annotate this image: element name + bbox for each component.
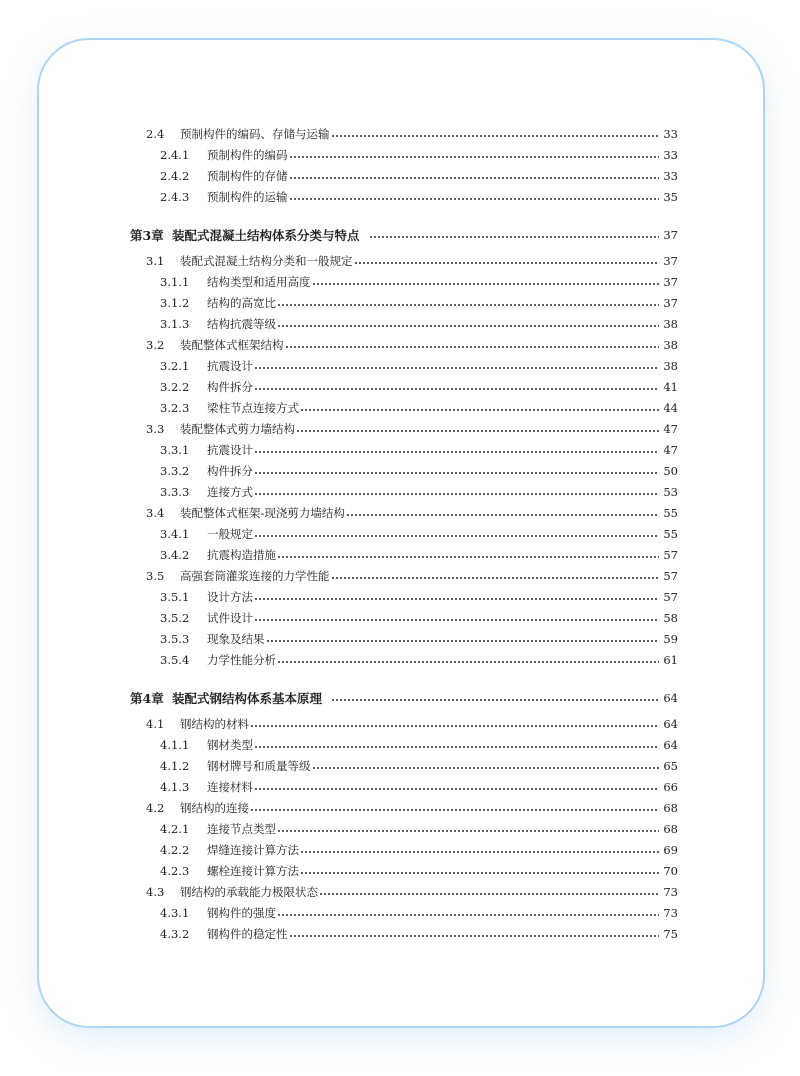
entry-title: 预制构件的存储 (207, 168, 288, 183)
toc-entry[interactable] (160, 649, 678, 670)
toc-entry[interactable] (160, 523, 678, 544)
dot-leader (300, 860, 659, 881)
entry-number: 3.4.2 (160, 547, 190, 562)
dot-leader (289, 186, 660, 207)
entry-page-number: 58 (663, 610, 678, 625)
entry-title: 现象及结果 (207, 631, 265, 646)
entry-title: 构件拆分 (207, 379, 253, 394)
entry-title: 装配式钢结构体系基本原理 (172, 690, 323, 706)
entry-number: 2.4.1 (160, 147, 190, 162)
entry-page-number: 64 (663, 716, 678, 731)
entry-page-number: 65 (663, 758, 678, 773)
toc-entry[interactable] (160, 734, 678, 755)
entry-title: 力学性能分析 (207, 652, 276, 667)
entry-title: 连接节点类型 (207, 821, 276, 836)
entry-page-number: 66 (663, 779, 678, 794)
entry-number: 3.1.1 (160, 274, 190, 289)
entry-title: 结构的高宽比 (207, 295, 276, 310)
toc-entry[interactable] (160, 292, 678, 313)
dot-leader (289, 923, 660, 944)
entry-page-number: 38 (663, 358, 678, 373)
toc-entry[interactable] (146, 418, 678, 439)
toc-entry[interactable] (146, 123, 678, 144)
toc-entry[interactable] (146, 334, 678, 355)
toc-entry[interactable] (160, 397, 678, 418)
dot-leader (319, 881, 659, 902)
entry-page-number: 73 (663, 884, 678, 899)
toc-entry[interactable] (160, 355, 678, 376)
entry-number: 4.2.2 (160, 842, 190, 857)
entry-title: 梁柱节点连接方式 (207, 400, 299, 415)
toc-chapter-entry[interactable] (130, 224, 678, 245)
toc-entry[interactable] (146, 565, 678, 586)
entry-number: 4.1.3 (160, 779, 190, 794)
toc-entry[interactable] (160, 144, 678, 165)
entry-title: 预制构件的运输 (207, 189, 288, 204)
entry-title: 焊缝连接计算方法 (207, 842, 299, 857)
entry-number: 3.2 (146, 337, 165, 352)
entry-page-number: 61 (663, 652, 678, 667)
entry-title: 构件拆分 (207, 463, 253, 478)
entry-number: 4.3 (146, 884, 165, 899)
entry-number: 4.2.1 (160, 821, 190, 836)
entry-title: 连接材料 (207, 779, 253, 794)
toc-entry[interactable] (160, 923, 678, 944)
entry-title: 钢构件的稳定性 (207, 926, 288, 941)
dot-leader (277, 818, 659, 839)
entry-page-number: 37 (663, 253, 678, 268)
entry-number: 3.5.2 (160, 610, 190, 625)
entry-title: 装配整体式框架-现浇剪力墙结构 (180, 505, 345, 520)
entry-page-number: 55 (663, 526, 678, 541)
entry-page-number: 50 (663, 463, 678, 478)
entry-page-number: 33 (663, 168, 678, 183)
toc-entry[interactable] (160, 776, 678, 797)
entry-page-number: 37 (663, 295, 678, 310)
entry-title: 钢材牌号和质量等级 (207, 758, 311, 773)
entry-number: 2.4.3 (160, 189, 190, 204)
dot-leader (289, 165, 660, 186)
entry-title: 钢结构的承载能力极限状态 (180, 884, 318, 899)
entry-page-number: 35 (663, 189, 678, 204)
entry-title: 钢材类型 (207, 737, 253, 752)
entry-title: 螺栓连接计算方法 (207, 863, 299, 878)
entry-number: 3.5 (146, 568, 165, 583)
entry-page-number: 68 (663, 821, 678, 836)
toc-entry[interactable] (160, 313, 678, 334)
entry-number: 3.5.1 (160, 589, 190, 604)
entry-page-number: 64 (663, 690, 678, 705)
entry-title: 试件设计 (207, 610, 253, 625)
dot-leader (277, 313, 659, 334)
dot-leader (354, 250, 660, 271)
entry-page-number: 38 (663, 316, 678, 331)
toc-entry[interactable] (160, 607, 678, 628)
dot-leader (331, 687, 659, 708)
dot-leader (254, 776, 659, 797)
entry-title: 装配整体式剪力墙结构 (180, 421, 295, 436)
entry-number: 4.3.2 (160, 926, 190, 941)
dot-leader (369, 224, 660, 245)
dot-leader (250, 797, 659, 818)
entry-page-number: 37 (663, 274, 678, 289)
entry-page-number: 59 (663, 631, 678, 646)
entry-title: 结构抗震等级 (207, 316, 276, 331)
entry-title: 结构类型和适用高度 (207, 274, 311, 289)
entry-page-number: 64 (663, 737, 678, 752)
dot-leader (285, 334, 660, 355)
entry-number: 4.2 (146, 800, 165, 815)
entry-number: 4.3.1 (160, 905, 190, 920)
toc-entry[interactable] (160, 439, 678, 460)
entry-page-number: 69 (663, 842, 678, 857)
toc-entry[interactable] (160, 376, 678, 397)
entry-title: 钢结构的材料 (180, 716, 249, 731)
entry-page-number: 70 (663, 863, 678, 878)
entry-number: 3.2.2 (160, 379, 190, 394)
entry-title: 连接方式 (207, 484, 253, 499)
toc-entry[interactable] (160, 586, 678, 607)
entry-page-number: 33 (663, 126, 678, 141)
toc-chapter-entry[interactable] (130, 687, 678, 708)
entry-number: 3.3.1 (160, 442, 190, 457)
toc-entry[interactable] (160, 902, 678, 923)
entry-number: 3.2.3 (160, 400, 190, 415)
entry-title: 装配式混凝土结构分类和一般规定 (180, 253, 353, 268)
toc-entry[interactable] (146, 502, 678, 523)
dot-leader (254, 355, 659, 376)
entry-number: 第3章 (130, 227, 164, 243)
dot-leader (277, 902, 659, 923)
entry-number: 4.1.2 (160, 758, 190, 773)
entry-number: 3.3.2 (160, 463, 190, 478)
dot-leader (254, 607, 659, 628)
toc-entry[interactable] (160, 271, 678, 292)
toc-entry[interactable] (146, 881, 678, 902)
dot-leader (296, 418, 659, 439)
entry-number: 4.2.3 (160, 863, 190, 878)
entry-number: 3.4 (146, 505, 165, 520)
dot-leader (300, 397, 659, 418)
entry-page-number: 53 (663, 484, 678, 499)
dot-leader (277, 544, 659, 565)
dot-leader (254, 460, 659, 481)
dot-leader (254, 523, 659, 544)
dot-leader (300, 839, 659, 860)
entry-page-number: 47 (663, 421, 678, 436)
toc-entry[interactable] (160, 544, 678, 565)
entry-number: 3.5.4 (160, 652, 190, 667)
dot-leader (331, 123, 660, 144)
toc-entry[interactable] (160, 628, 678, 649)
entry-number: 4.1.1 (160, 737, 190, 752)
toc-entry[interactable] (160, 165, 678, 186)
entry-title: 抗震构造措施 (207, 547, 276, 562)
entry-page-number: 38 (663, 337, 678, 352)
entry-page-number: 33 (663, 147, 678, 162)
entry-title: 设计方法 (207, 589, 253, 604)
entry-title: 预制构件的编码、存储与运输 (180, 126, 330, 141)
toc-entry[interactable] (160, 460, 678, 481)
dot-leader (254, 481, 659, 502)
dot-leader (312, 271, 660, 292)
dot-leader (254, 734, 659, 755)
entry-title: 装配整体式框架结构 (180, 337, 284, 352)
entry-number: 2.4.2 (160, 168, 190, 183)
dot-leader (254, 376, 659, 397)
entry-number: 3.3 (146, 421, 165, 436)
entry-number: 3.4.1 (160, 526, 190, 541)
entry-number: 2.4 (146, 126, 165, 141)
entry-title: 钢构件的强度 (207, 905, 276, 920)
entry-number: 3.5.3 (160, 631, 190, 646)
dot-leader (312, 755, 660, 776)
entry-page-number: 68 (663, 800, 678, 815)
dot-leader (277, 292, 659, 313)
entry-number: 4.1 (146, 716, 165, 731)
entry-page-number: 57 (663, 547, 678, 562)
entry-title: 预制构件的编码 (207, 147, 288, 162)
entry-title: 装配式混凝土结构体系分类与特点 (172, 227, 360, 243)
entry-page-number: 41 (663, 379, 678, 394)
dot-leader (331, 565, 660, 586)
entry-page-number: 47 (663, 442, 678, 457)
toc-entry[interactable] (160, 839, 678, 860)
entry-page-number: 55 (663, 505, 678, 520)
entry-page-number: 44 (663, 400, 678, 415)
entry-title: 抗震设计 (207, 442, 253, 457)
entry-title: 抗震设计 (207, 358, 253, 373)
toc-entry[interactable] (160, 818, 678, 839)
toc-entry[interactable] (160, 860, 678, 881)
dot-leader (277, 649, 659, 670)
toc-entry[interactable] (160, 186, 678, 207)
toc-entry[interactable] (146, 250, 678, 271)
entry-page-number: 57 (663, 568, 678, 583)
entry-page-number: 57 (663, 589, 678, 604)
toc-entry[interactable] (160, 481, 678, 502)
dot-leader (346, 502, 659, 523)
dot-leader (289, 144, 660, 165)
entry-title: 一般规定 (207, 526, 253, 541)
entry-number: 3.2.1 (160, 358, 190, 373)
dot-leader (266, 628, 660, 649)
entry-number: 第4章 (130, 690, 164, 706)
entry-title: 高强套筒灌浆连接的力学性能 (180, 568, 330, 583)
entry-number: 3.3.3 (160, 484, 190, 499)
dot-leader (254, 439, 659, 460)
entry-number: 3.1.2 (160, 295, 190, 310)
entry-page-number: 37 (663, 227, 678, 242)
dot-leader (250, 713, 659, 734)
entry-page-number: 73 (663, 905, 678, 920)
entry-number: 3.1.3 (160, 316, 190, 331)
toc-entry[interactable] (160, 755, 678, 776)
entry-title: 钢结构的连接 (180, 800, 249, 815)
toc-entry[interactable] (146, 797, 678, 818)
dot-leader (254, 586, 659, 607)
toc-entry[interactable] (146, 713, 678, 734)
entry-number: 3.1 (146, 253, 165, 268)
entry-page-number: 75 (663, 926, 678, 941)
